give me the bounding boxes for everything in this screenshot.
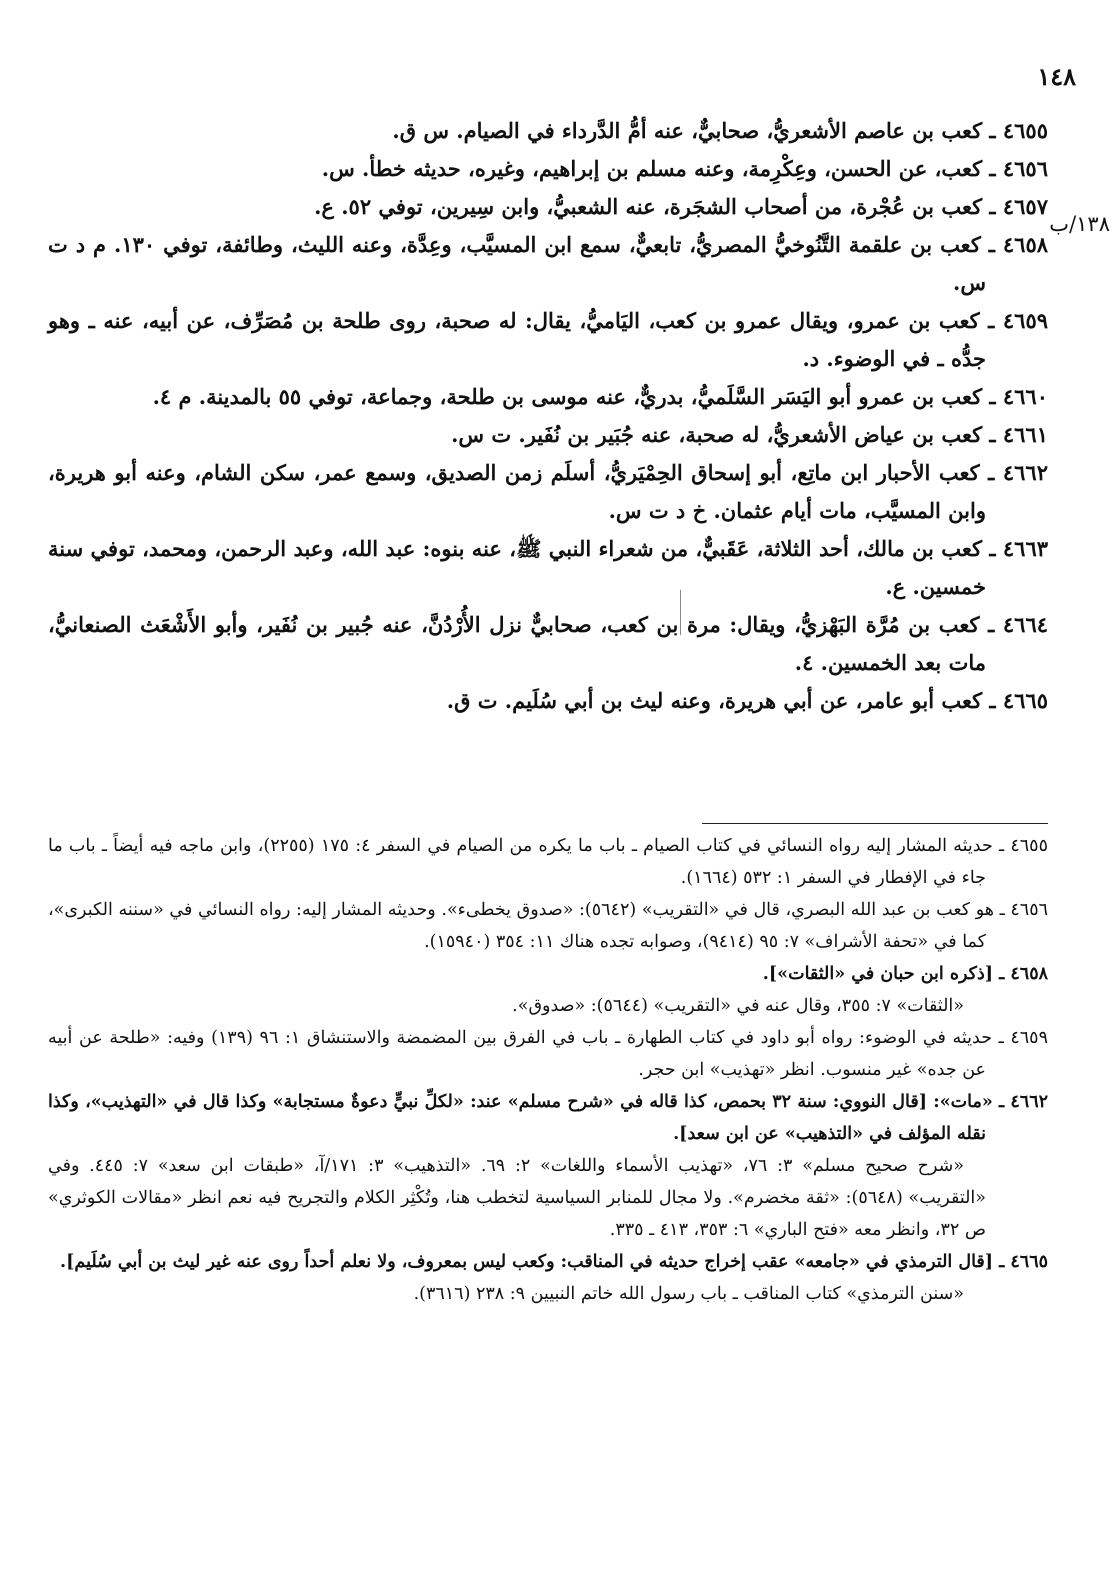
entry-number: ٤٦٦١ (1002, 422, 1048, 447)
footnote-number: ٤٦٥٨ (1010, 964, 1048, 984)
entry (48, 302, 1048, 378)
entry-text: ـ كعب أبو عامر، عن أبي هريرة، وعنه ليث بن أبي سُلَيم. ت ق. (446, 688, 996, 713)
footnote-number: ٤٦٥٥ (1010, 836, 1048, 856)
footnote-number: ٤٦٦٢ (1010, 1092, 1049, 1112)
entry (48, 188, 1048, 226)
footnote-text: ـ هو كعب بن عبد الله البصري، قال في «التقريب» (٥٦٤٢): «صدوق يخطىء». وحديثه المشار إليه: رواه النسائي في «سننه الكبرى»، كما في «تحفة الأشراف» ٧: ٩٥ (٩٤١٤)، وصوابه تجده هناك ١١: ٣٥٤ (١٥٩٤٠). (48, 900, 1005, 952)
footnote (48, 1022, 1048, 1086)
entry-text: ـ كعب بن مُرَّة البَهْزيُّ، ويقال: مرة بن كعب، صحابيٌّ نزل الأُرْدُنَّ، عنه جُبير بن نُفَير، وأبو الأَشْعَث الصنعانيُّ، مات بعد الخمسين. ٤. (48, 612, 995, 675)
entry-text: ـ كعب بن عُجْرة، من أصحاب الشجَرة، عنه الشعبيُّ، وابن سِيرين، توفي ٥٢. ع. (314, 194, 996, 219)
footnote-text: ـ حديثه في الوضوء: رواه أبو داود في كتاب الطهارة ـ باب في الفرق بين المضمضة والاستنشاق ١: ٩٦ (١٣٩) وفيه: «طلحة عن أبيه عن جده» غير منسوب. انظر «تهذيب» ابن حجر. (48, 1028, 1004, 1080)
entry-text: ـ كعب بن عاصم الأشعريُّ، صحابيٌّ، عنه أمُّ الدَّرداء في الصيام. س ق. (392, 118, 996, 143)
entry-number: ٤٦٦٤ (1002, 612, 1049, 637)
entry (48, 606, 1048, 682)
entry-text: ـ كعب، عن الحسن، وعِكْرِمة، وعنه مسلم بن إبراهيم، وغيره، حديثه خطأ. س. (321, 156, 996, 181)
footnote-text: ـ [قال الترمذي في «جامعه» عقب إخراج حديثه في المناقب: وكعب ليس بمعروف، ولا نعلم أحداً روى عنه غير ليث بن أبي سُلَيم]. (60, 1252, 1005, 1272)
entry-number: ٤٦٦٠ (1002, 384, 1048, 409)
entry (48, 530, 1048, 606)
entry-text: ـ كعب بن علقمة التَّنُوخيُّ المصريُّ، تابعيٌّ، سمع ابن المسيَّب، وعِدَّة، وعنه الليث، وطائفة، توفي ١٣٠. م د ت س. (48, 232, 995, 295)
footnote-reference: «شرح صحيح مسلم» ٣: ٧٦، «تهذيب الأسماء واللغات» ٢: ٦٩. «التذهيب» ٣: ١٧١/آ، «طبقات ابن سعد» ٧: ٤٤٥. وفي «التقريب» (٥٦٤٨): «ثقة مخضرم». ولا مجال للمنابر السياسية لتخطب هنا، وتُكْثِر الكلام والتجريح فيه نعم انظر «مقالات الكوثري» ص ٣٢، وانظر معه «فتح الباري» ٦: ٣٥٣، ٤١٣ ـ ٣٣٥. (48, 1156, 987, 1240)
page-number: ١٤٨ (1037, 62, 1076, 91)
footnote (48, 1246, 1048, 1278)
footnote-text: ـ حديثه المشار إليه رواه النسائي في كتاب الصيام ـ باب ما يكره من الصيام في السفر ٤: ١٧٥ (٢٢٥٥)، وابن ماجه فيه أيضاً ـ باب ما جاء في الإفطار في السفر ١: ٥٣٢ (١٦٦٤). (48, 836, 1005, 888)
footnote (48, 830, 1048, 894)
entry-text: ـ كعب بن مالك، أحد الثلاثة، عَقَبيٌّ، من شعراء النبي ﷺ، عنه بنوه: عبد الله، وعبد الرحمن، ومحمد، توفي سنة خمسين. ع. (48, 536, 996, 599)
entry-number: ٤٦٥٨ (1002, 232, 1049, 257)
entry (48, 112, 1048, 150)
entry-text: ـ كعب بن عمرو أبو اليَسَر السَّلَميُّ، بدريٌّ، عنه موسى بن طلحة، وجماعة، توفي ٥٥ بالمدينة. م ٤. (152, 384, 996, 409)
entry-number: ٤٦٥٦ (1002, 156, 1048, 181)
entry-text: ـ كعب بن عمرو، ويقال عمرو بن كعب، اليَاميُّ، يقال: له صحبة، روى طلحة بن مُصَرِّف، عن أبيه، عنه ـ وهو جدُّه ـ في الوضوء. د. (48, 308, 995, 371)
footnote-separator (702, 823, 1048, 824)
entry (48, 416, 1048, 454)
footnote (48, 894, 1048, 958)
footnote-reference: «سنن الترمذي» كتاب المناقب ـ باب رسول الله خاتم النبيين ٩: ٢٣٨ (٣٦١٦). (413, 1284, 964, 1304)
footnote-text: ـ «مات»: [قال النووي: سنة ٣٢ بحمص، كذا قاله في «شرح مسلم» عند: «لكلِّ نبيٍّ دعوةٌ مستجابة» وكذا قال في «التهذيب»، وكذا نقله المؤلف في «التذهيب» عن ابن سعد]. (48, 1092, 1005, 1144)
footnote (48, 1086, 1048, 1150)
margin-folio-note: ١٣٨/ب (1049, 212, 1110, 236)
entry-number: ٤٦٥٧ (1002, 194, 1048, 219)
entry-number: ٤٦٥٥ (1002, 118, 1048, 143)
footnote-text: ـ [ذكره ابن حبان في «الثقات»]. (762, 964, 1005, 984)
entry-text: ـ كعب بن عياض الأشعريُّ، له صحبة، عنه جُبَير بن نُفَير. ت س. (451, 422, 996, 447)
entry-number: ٤٦٦٥ (1002, 688, 1048, 713)
entry (48, 682, 1048, 720)
entry-number: ٤٦٥٩ (1002, 308, 1049, 333)
entry (48, 150, 1048, 188)
footnote-reference: «الثقات» ٧: ٣٥٥، وقال عنه في «التقريب» (٥٦٤٤): «صدوق». (512, 996, 964, 1016)
entry (48, 454, 1048, 530)
entry-number: ٤٦٦٢ (1002, 460, 1048, 485)
footnote (48, 958, 1048, 990)
entry (48, 226, 1048, 302)
footnote-number: ٤٦٥٦ (1010, 900, 1048, 920)
entry (48, 378, 1048, 416)
main-text (48, 112, 1048, 720)
entry-number: ٤٦٦٣ (1002, 536, 1049, 561)
footnote-number: ٤٦٥٩ (1010, 1028, 1048, 1048)
entry-text: ـ كعب الأحبار ابن ماتِع، أبو إسحاق الحِمْيَريُّ، أسلَم زمن الصديق، وسمع عمر، سكن الشام، وعنه أبو هريرة، وابن المسيَّب، مات أيام عثمان. خ د ت س. (48, 460, 995, 523)
footnotes (48, 830, 1048, 1310)
footnote-number: ٤٦٦٥ (1010, 1252, 1048, 1272)
